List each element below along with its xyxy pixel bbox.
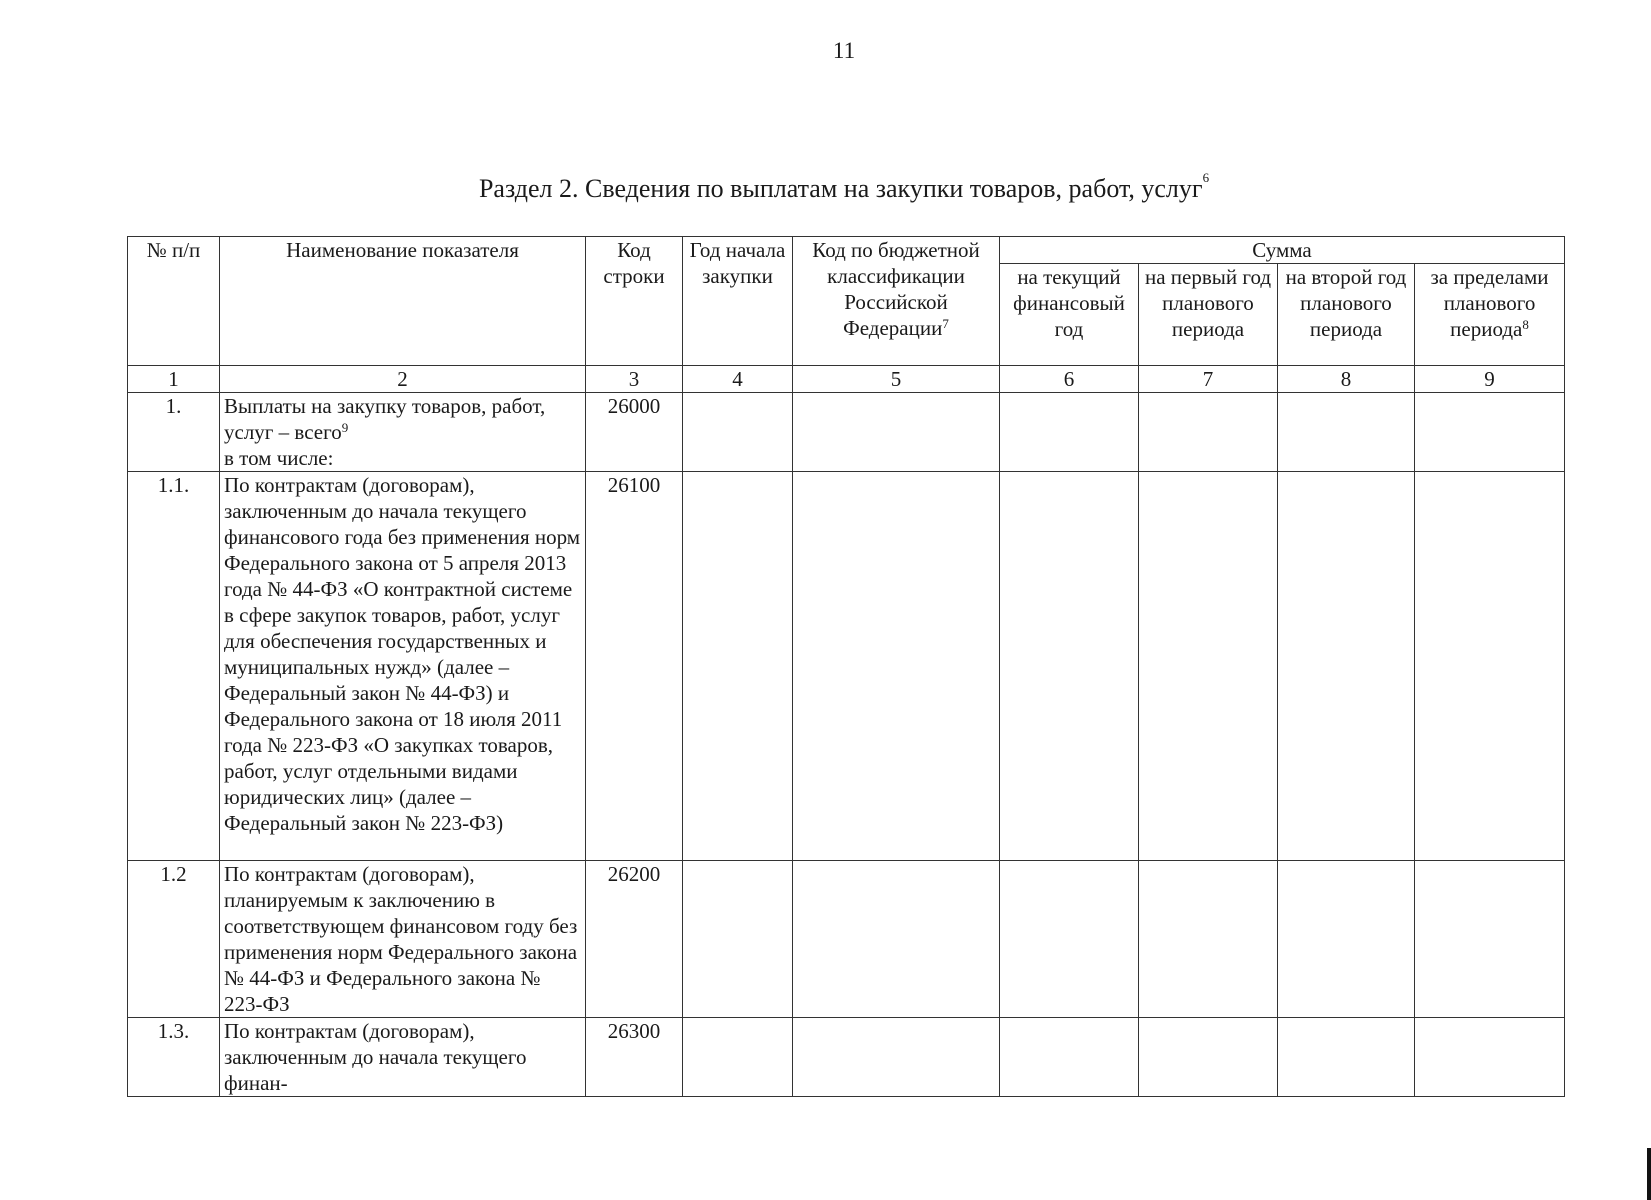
column-number: 6 [1000,366,1139,393]
column-number-row [128,366,1565,393]
row-num: 1. [128,393,220,472]
cell-current-year [1000,472,1139,861]
beyond-plan-footnote: 8 [1522,317,1529,332]
title-footnote: 6 [1202,170,1210,185]
header-sum-group: Сумма [1000,237,1565,264]
payments-table [127,236,1565,1097]
cell-year [683,861,793,1018]
row-code: 26000 [586,393,683,472]
scan-edge-mark [1647,1148,1651,1200]
cell-year [683,1018,793,1097]
header-num: № п/п [128,237,220,366]
cell-current-year [1000,861,1139,1018]
header-current-year: на текущий финансовый год [1000,264,1139,366]
cell-beyond-plan [1415,1018,1565,1097]
cell-current-year [1000,1018,1139,1097]
header-first-plan-year: на первый год планового периода [1139,264,1278,366]
page-number: 11 [832,38,856,63]
cell-first-plan-year [1139,472,1278,861]
section-title [0,170,1651,204]
column-number: 2 [220,366,586,393]
cell-budget-code [793,1018,1000,1097]
column-number: 9 [1415,366,1565,393]
cell-second-plan-year [1278,472,1415,861]
table-row [128,393,1565,472]
cell-beyond-plan [1415,472,1565,861]
row-name: По контрактам (договорам), заключенным до начала текущего финансового года без применения норм Федерального закона от 5 апреля 2013 года № 44-ФЗ «О контрактной системе в сфере закупок товаров, работ, услуг для обеспечения государственных и муниципальных нужд» (далее – Федеральный закон № 44-ФЗ) и Федерального закона от 18 июля 2011 года № 223-ФЗ «О закупках товаров, работ, услуг отдельными видами юридических лиц» (далее – Федеральный закон № 223-ФЗ) [220,472,586,861]
header-year: Год начала закупки [683,237,793,366]
column-number: 8 [1278,366,1415,393]
row-num: 1.2 [128,861,220,1018]
row-code: 26300 [586,1018,683,1097]
header-row [128,237,1565,264]
table-row [128,861,1565,1018]
cell-year [683,472,793,861]
row-name: По контрактам (договорам), заключенным до начала текущего финан- [220,1018,586,1097]
row-name-footnote: 9 [341,420,349,435]
row-name-suffix: в том числе: [224,446,334,470]
column-number: 5 [793,366,1000,393]
header-beyond-plan [1415,264,1565,366]
cell-first-plan-year [1139,861,1278,1018]
row-num: 1.3. [128,1018,220,1097]
header-name: Наименование показателя [220,237,586,366]
cell-year [683,393,793,472]
cell-budget-code [793,393,1000,472]
row-name-text: Выплаты на закупку товаров, работ, услуг – всего [224,394,546,444]
header-code: Код строки [586,237,683,366]
table-row [128,472,1565,861]
header-budget-code [793,237,1000,366]
column-number: 4 [683,366,793,393]
column-number: 1 [128,366,220,393]
header-second-plan-year: на второй год планового периода [1278,264,1415,366]
column-number: 3 [586,366,683,393]
column-number: 7 [1139,366,1278,393]
header-budget-code-text: Код по бюджетной классификации Российской Федерации [812,238,980,340]
section-title-text: Раздел 2. Сведения по выплатам на закупки товаров, работ, услуг [478,174,1203,203]
cell-beyond-plan [1415,861,1565,1018]
cell-first-plan-year [1139,1018,1278,1097]
row-code: 26100 [586,472,683,861]
cell-second-plan-year [1278,1018,1415,1097]
cell-current-year [1000,393,1139,472]
row-code: 26200 [586,861,683,1018]
budget-code-footnote: 7 [942,316,949,331]
header-beyond-plan-text: за пределами планового периода [1430,265,1549,341]
row-name [220,393,586,472]
row-num: 1.1. [128,472,220,861]
cell-budget-code [793,472,1000,861]
cell-first-plan-year [1139,393,1278,472]
cell-second-plan-year [1278,861,1415,1018]
table-row [128,1018,1565,1097]
row-name: По контрактам (договорам), планируемым к заключению в соответствующем финансовом году без применения норм Федерального закона № 44-ФЗ и Федерального закона № 223-ФЗ [220,861,586,1018]
cell-beyond-plan [1415,393,1565,472]
cell-second-plan-year [1278,393,1415,472]
cell-budget-code [793,861,1000,1018]
